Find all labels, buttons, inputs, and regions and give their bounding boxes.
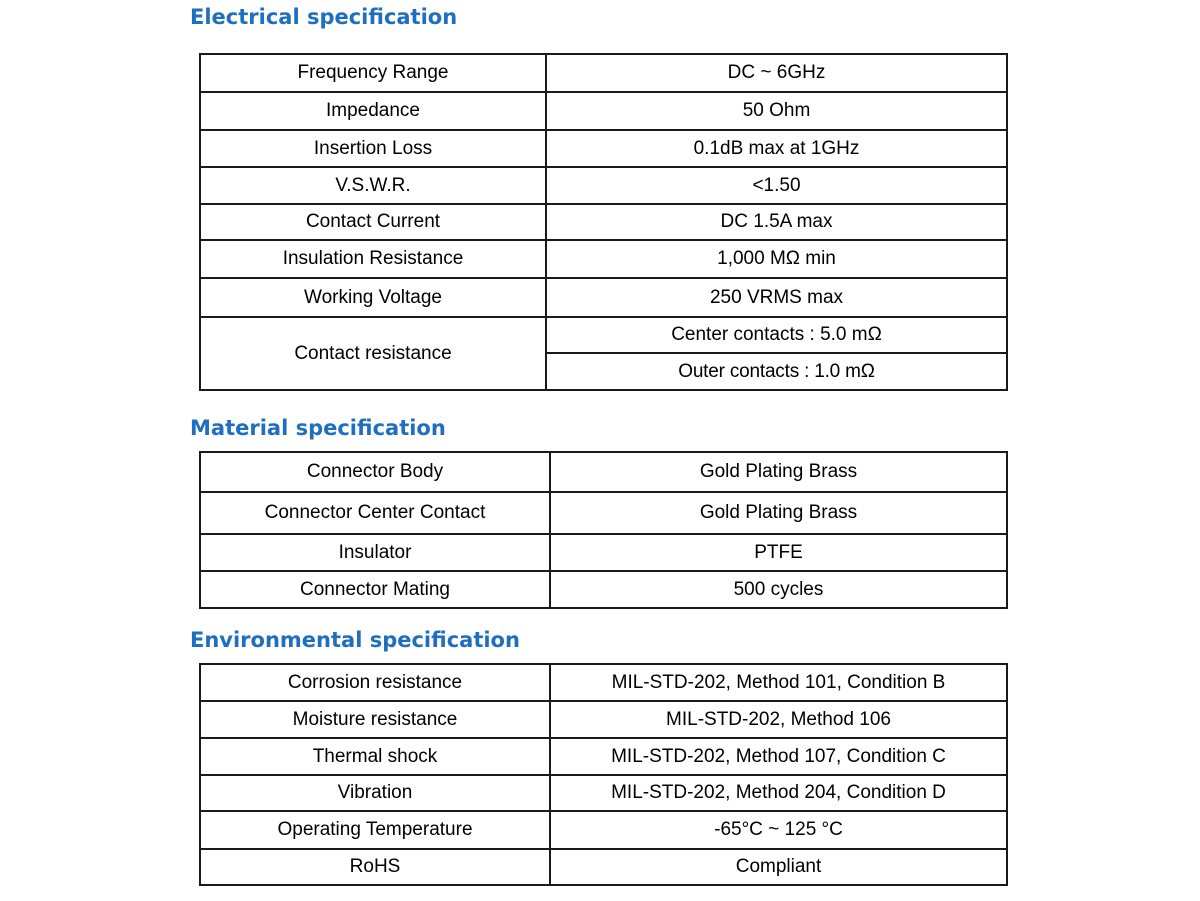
- spec-label: Insertion Loss: [200, 130, 546, 167]
- spec-value: Center contacts : 5.0 mΩ: [546, 317, 1007, 353]
- electrical-spec-heading: Electrical specification: [190, 5, 458, 29]
- spec-label: Contact Current: [200, 204, 546, 240]
- spec-label: Moisture resistance: [200, 701, 550, 738]
- table-row: [200, 167, 1007, 204]
- spec-label: RoHS: [200, 849, 550, 885]
- table-row: [200, 849, 1007, 885]
- spec-value: 250 VRMS max: [546, 278, 1007, 317]
- table-row: [200, 492, 1007, 534]
- table-row: [200, 738, 1007, 775]
- table-row: [200, 240, 1007, 278]
- spec-value: PTFE: [550, 534, 1007, 571]
- environmental-spec-heading: Environmental specification: [190, 628, 520, 652]
- table-row: [200, 571, 1007, 608]
- table-row: [200, 317, 1007, 353]
- table-row: [200, 701, 1007, 738]
- spec-label: Insulation Resistance: [200, 240, 546, 278]
- spec-value: 500 cycles: [550, 571, 1007, 608]
- spec-label: Vibration: [200, 775, 550, 811]
- spec-value: Gold Plating Brass: [550, 492, 1007, 534]
- spec-value: MIL-STD-202, Method 204, Condition D: [550, 775, 1007, 811]
- spec-label: Operating Temperature: [200, 811, 550, 849]
- table-row: [200, 92, 1007, 130]
- spec-value: Compliant: [550, 849, 1007, 885]
- environmental-spec-table: [199, 663, 1008, 886]
- spec-value: MIL-STD-202, Method 101, Condition B: [550, 664, 1007, 701]
- spec-label: Impedance: [200, 92, 546, 130]
- table-row: [200, 54, 1007, 92]
- spec-label: Connector Mating: [200, 571, 550, 608]
- table-row: [200, 452, 1007, 492]
- spec-label: Corrosion resistance: [200, 664, 550, 701]
- material-spec-heading: Material specification: [190, 416, 446, 440]
- spec-value: DC ~ 6GHz: [546, 54, 1007, 92]
- spec-value: 1,000 MΩ min: [546, 240, 1007, 278]
- spec-label: Insulator: [200, 534, 550, 571]
- spec-label: Working Voltage: [200, 278, 546, 317]
- spec-value: <1.50: [546, 167, 1007, 204]
- table-row: [200, 811, 1007, 849]
- spec-label: Connector Body: [200, 452, 550, 492]
- spec-label: Thermal shock: [200, 738, 550, 775]
- spec-value: DC 1.5A max: [546, 204, 1007, 240]
- spec-value: Outer contacts : 1.0 mΩ: [546, 353, 1007, 390]
- spec-value: MIL-STD-202, Method 106: [550, 701, 1007, 738]
- table-row: [200, 204, 1007, 240]
- spec-label: Frequency Range: [200, 54, 546, 92]
- spec-label: Contact resistance: [200, 317, 546, 390]
- table-row: [200, 775, 1007, 811]
- table-row: [200, 664, 1007, 701]
- spec-value: 50 Ohm: [546, 92, 1007, 130]
- table-row: [200, 278, 1007, 317]
- spec-value: -65°C ~ 125 °C: [550, 811, 1007, 849]
- spec-value: MIL-STD-202, Method 107, Condition C: [550, 738, 1007, 775]
- spec-label: Connector Center Contact: [200, 492, 550, 534]
- table-row: [200, 534, 1007, 571]
- spec-value: Gold Plating Brass: [550, 452, 1007, 492]
- spec-value: 0.1dB max at 1GHz: [546, 130, 1007, 167]
- electrical-spec-table: [199, 53, 1008, 391]
- table-row: [200, 130, 1007, 167]
- material-spec-table: [199, 451, 1008, 609]
- spec-label: V.S.W.R.: [200, 167, 546, 204]
